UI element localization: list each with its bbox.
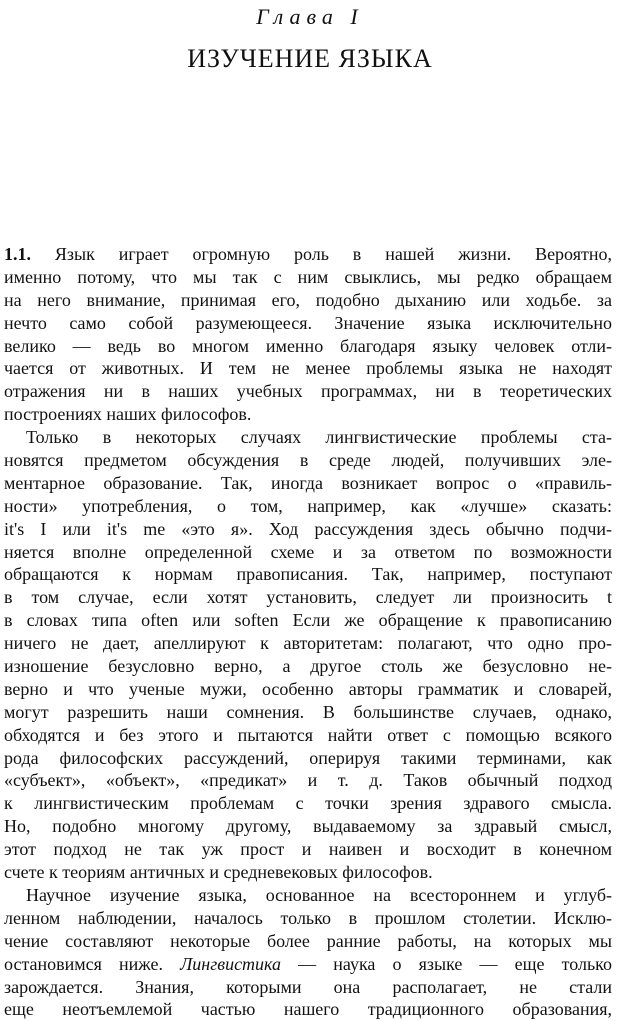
text-line: it's I или it's me «это я». Ход рассуждения здесь обычно подчи-	[4, 518, 612, 539]
text-line: чается от животных. И тем не менее проблемы языка не находят	[4, 358, 612, 379]
text-line: к лингвистическим проблемам с точки зрения здравого смысла.	[4, 793, 612, 814]
text-line: могут разрешить наши сомнения. В большинстве случаев, однако,	[4, 701, 612, 722]
text-line: велико — ведь во многом именно благодаря языку человек отли-	[4, 335, 612, 356]
text-line: новятся предметом обсуждения в среде людей, получивших эле-	[4, 450, 612, 471]
text-line: еще неотъемлемой частью нашего традиционного образования,	[4, 999, 612, 1020]
text-line: в словах типа often или soften Если же обращение к правописанию	[4, 610, 612, 631]
text-line: счете к теориям античных и средневековых философов.	[4, 862, 433, 883]
text-line: зарождается. Знания, которыми она располагает, не стали	[4, 976, 612, 997]
text-line: изношение безусловно верно, а другое столь же безусловно не-	[4, 656, 612, 677]
text-line: именно потому, что мы так с ним свыклись, мы редко обращаем	[4, 266, 612, 287]
emphasized-term: Лингвистика	[180, 953, 282, 974]
text-line: ничего не дает, апеллируют к авторитетам: полагают, что одно про-	[4, 633, 612, 654]
chapter-label: Глава I	[256, 4, 364, 29]
text-line: отражения ни в наших учебных программах, ни в теоретических	[4, 381, 612, 402]
text-line: 1.1. Язык играет огромную роль в нашей жизни. Вероятно,	[4, 244, 612, 264]
text-line: чение составляют некоторые более ранние работы, на которых мы	[4, 930, 612, 951]
text-line: Только в некоторых случаях лингвистические проблемы ста-	[26, 427, 612, 448]
text-line: Научное изучение языка, основанное на всестороннем и углуб-	[26, 884, 612, 905]
text-line: верно и что ученые мужи, особенно авторы грамматик и словарей,	[4, 678, 612, 699]
text-line: нечто само собой разумеющееся. Значение языка исключительно	[4, 312, 612, 333]
section-number: 1.1.	[4, 244, 31, 264]
body-text	[4, 243, 612, 1021]
text-line: обходятся и без этого и пытаются найти ответ с помощью всякого	[4, 724, 612, 745]
text-line: рода философских рассуждений, оперируя такими терминами, как	[4, 747, 612, 768]
text-line: Но, подобно многому другому, выдаваемому за здравый смысл,	[4, 816, 612, 837]
text-line: ленном наблюдении, началось только в прошлом столетии. Исклю-	[4, 907, 612, 928]
text-line: «субъект», «объект», «предикат» и т. д. Таков обычный подход	[4, 770, 612, 791]
text-line: обращаются к нормам правописания. Так, например, поступают	[4, 564, 612, 585]
text-line: на него внимание, принимая его, подобно дыханию или ходьбе. за	[4, 289, 612, 310]
text-line: ментарное образование. Так, иногда возникает вопрос о «правиль-	[4, 472, 612, 493]
text-line: ности» употребления, о том, например, как «лучше» сказать:	[4, 495, 612, 516]
text-line: в том случае, если хотят установить, следует ли произносить t	[4, 587, 612, 608]
text-line: няется вполне определенной схеме и за ответом по возможности	[4, 541, 612, 562]
chapter-title: ИЗУЧЕНИЕ ЯЗЫКА	[187, 44, 433, 73]
text-line: построениях наших философов.	[4, 404, 252, 425]
text-line: этот подход не так уж прост и наивен и восходит в конечном	[4, 839, 612, 860]
text-line: остановимся ниже. Лингвистика — наука о языке — еще только	[4, 953, 612, 974]
